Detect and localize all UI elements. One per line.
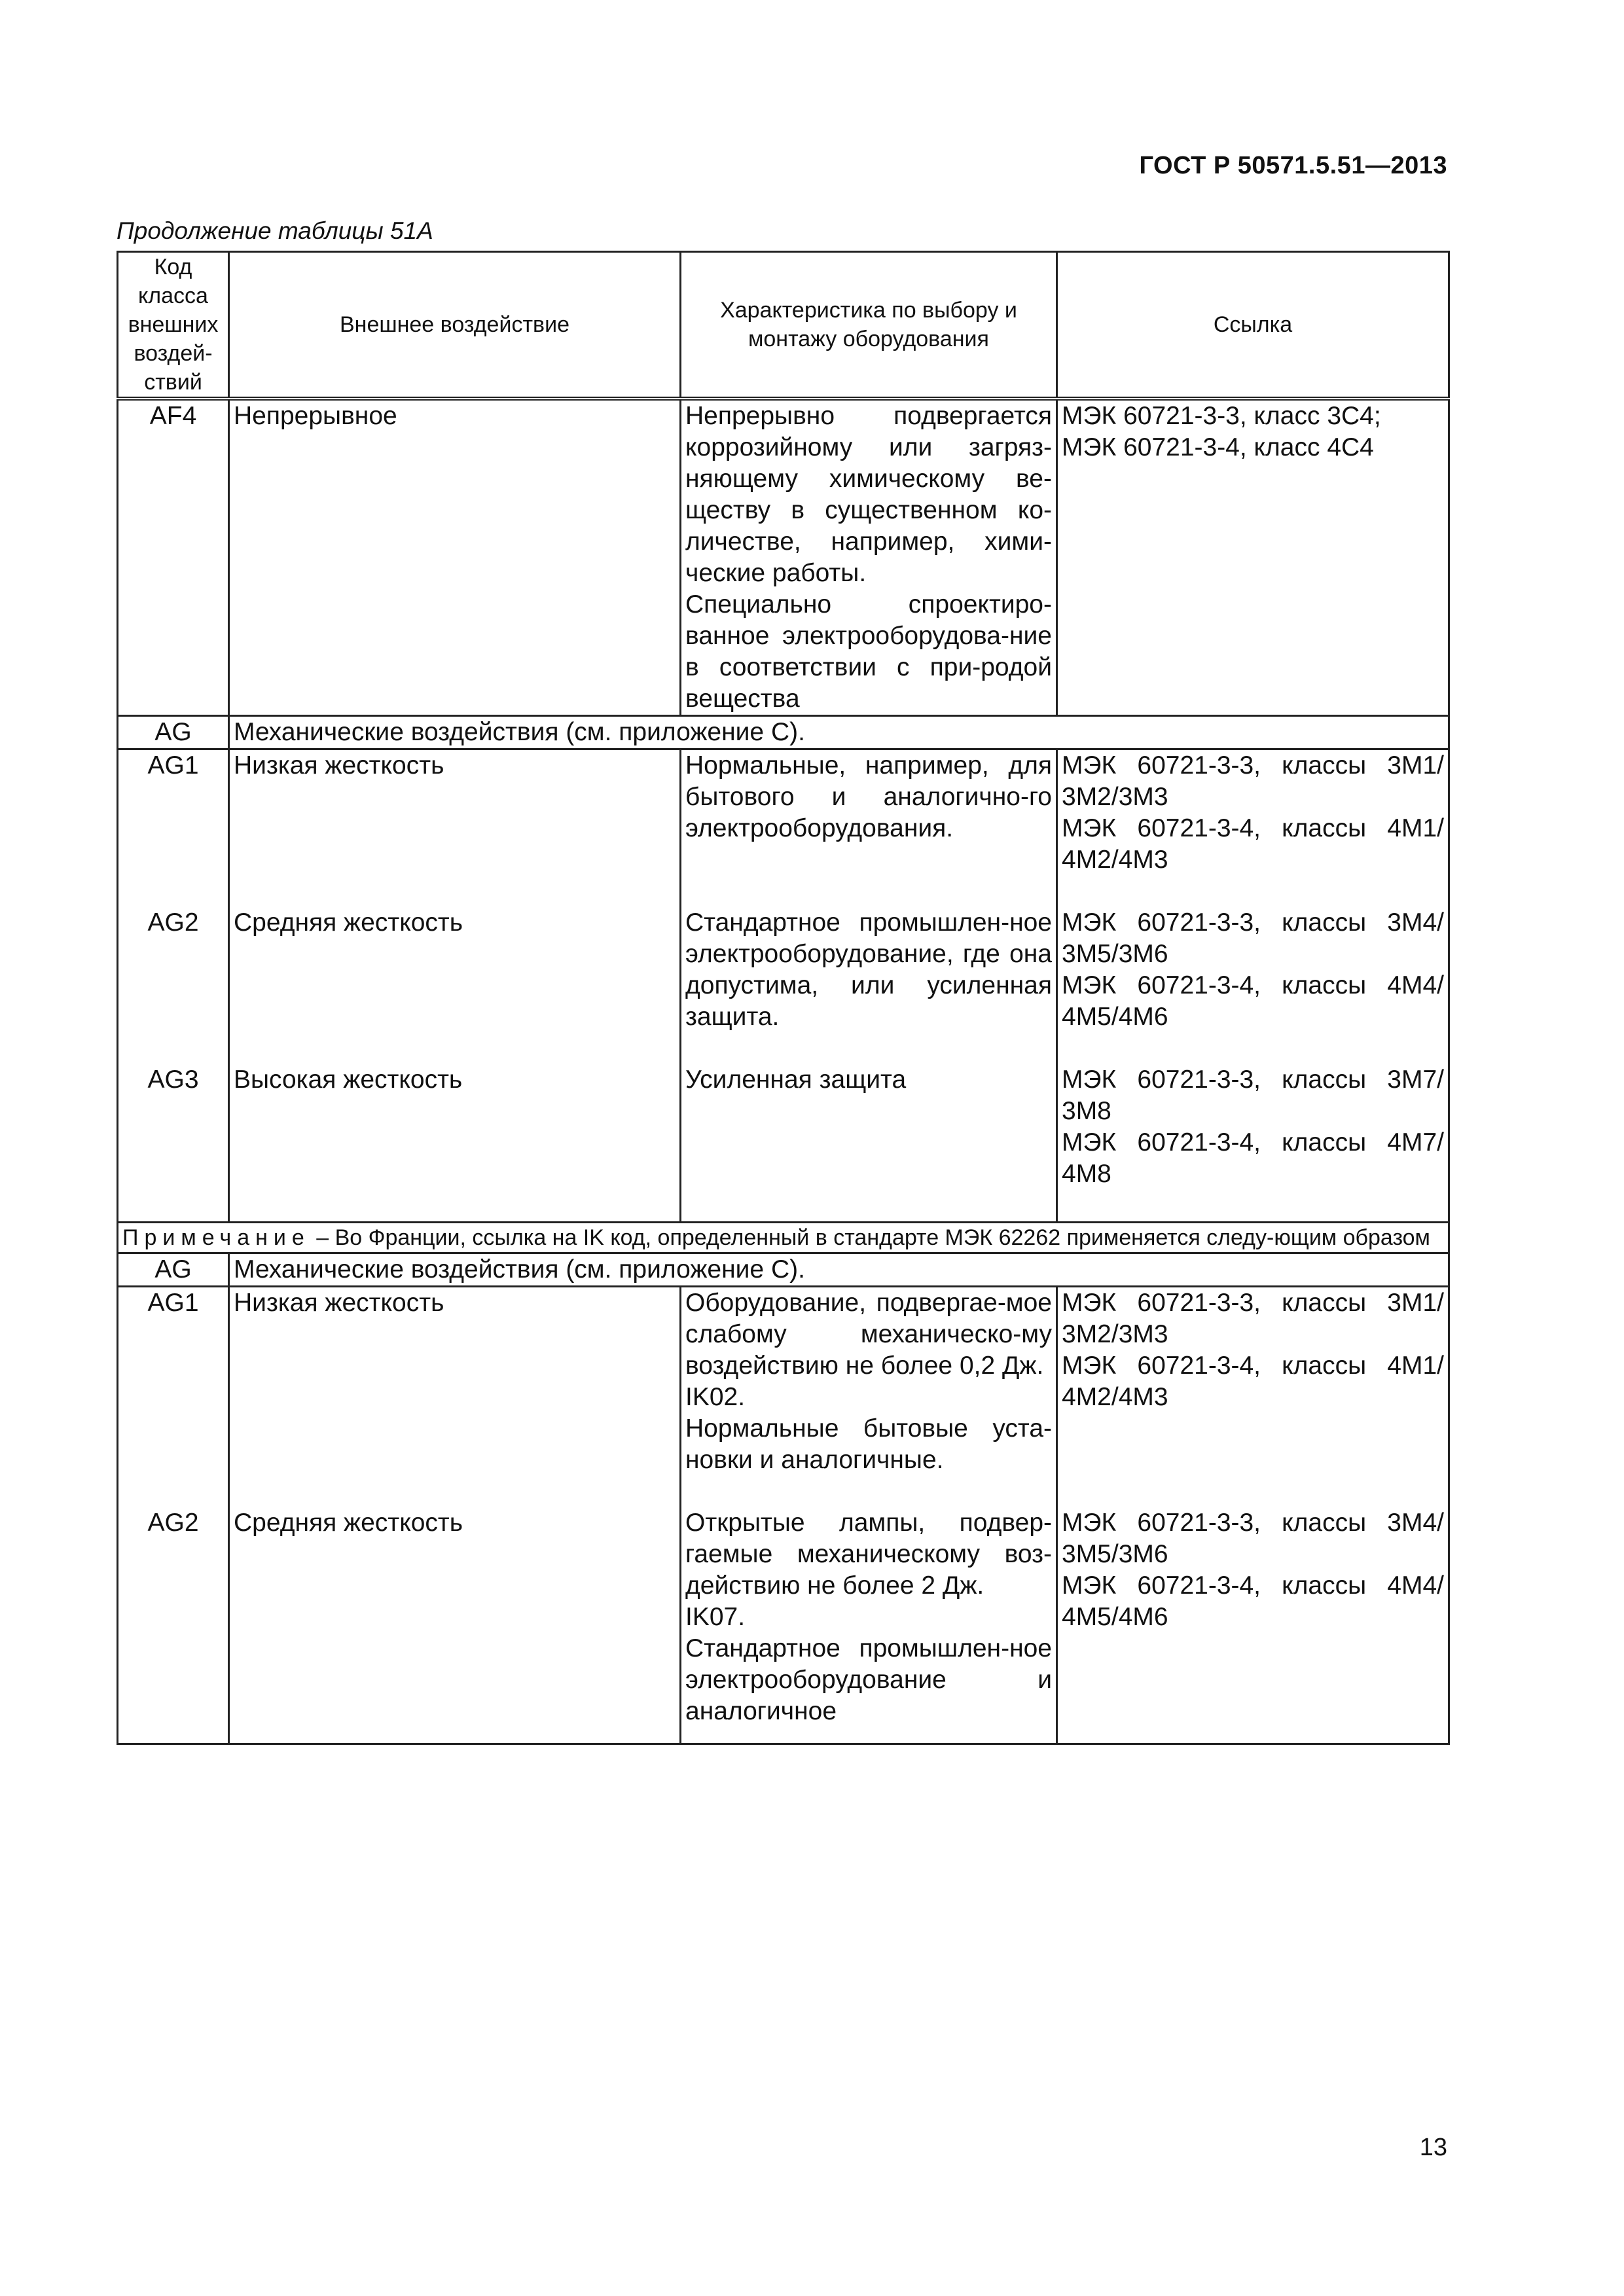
- reference-text: МЭК 60721-3-3, классы 3М4/ 3М5/3М6: [1062, 1509, 1444, 1568]
- table-row: [118, 1064, 1449, 1223]
- row-characteristics: [681, 1507, 1057, 1744]
- characteristics-text: Открытые лампы, подвер-гаемые механическому воз-действию не более 2 Дж.: [685, 1509, 1052, 1600]
- reference-text: МЭК 60721-3-4, классы 4М1/ 4М2/4М3: [1062, 1352, 1444, 1411]
- row-characteristics: [681, 907, 1057, 1064]
- row-code: AG2: [118, 1507, 229, 1744]
- row-influence: Непрерывное: [229, 399, 681, 716]
- row-group-title: Механические воздействия (см. приложение С).: [229, 716, 1449, 749]
- row-characteristics: [681, 749, 1057, 908]
- row-characteristics: [681, 399, 1057, 716]
- reference-text: МЭК 60721-3-3, классы 3М7/ 3М8: [1062, 1066, 1444, 1125]
- reference-text: МЭК 60721-3-3, класс 3С4;: [1062, 402, 1381, 430]
- table-row: [118, 907, 1449, 1064]
- characteristics-text: IK07.: [685, 1603, 746, 1631]
- row-code: AG3: [118, 1064, 229, 1223]
- table-row: [118, 716, 1449, 749]
- note-text: – Во Франции, ссылка на IK код, определенный в стандарте МЭК 62262 применяется следу-ющим образом: [310, 1225, 1430, 1250]
- table-row: [118, 1223, 1449, 1253]
- row-influence: Низкая жесткость: [229, 1287, 681, 1508]
- document-header: ГОСТ Р 50571.5.51—2013: [1139, 152, 1447, 179]
- column-header-reference: Ссылка: [1057, 252, 1449, 399]
- row-influence: Высокая жесткость: [229, 1064, 681, 1223]
- characteristics-text: IK02.: [685, 1383, 746, 1411]
- column-header-characteristics: Характеристика по выбору и монтажу оборудования: [681, 252, 1057, 399]
- reference-text: МЭК 60721-3-3, классы 3М1/ 3М2/3М3: [1062, 751, 1444, 811]
- reference-text: МЭК 60721-3-4, классы 4М4/ 4М5/4М6: [1062, 971, 1444, 1031]
- table-row: [118, 749, 1449, 908]
- row-influence: Средняя жесткость: [229, 1507, 681, 1744]
- reference-text: МЭК 60721-3-3, классы 3М1/ 3М2/3М3: [1062, 1289, 1444, 1348]
- table-note: [118, 1223, 1449, 1253]
- note-label: Примечание: [122, 1225, 310, 1250]
- table-row: [118, 1507, 1449, 1744]
- row-characteristics: [681, 1287, 1057, 1508]
- table-row: [118, 1287, 1449, 1508]
- characteristics-text: Непрерывно подвергается коррозийному или загряз-няющему химическому ве-ществу в существенном ко-личестве, например, хими-ческие работы.: [685, 402, 1052, 587]
- characteristics-text: Стандартное промышлен-ное электрооборудование и аналогичное: [685, 1634, 1052, 1725]
- row-code: AG1: [118, 1287, 229, 1508]
- row-code: AG: [118, 1253, 229, 1287]
- table-row: [118, 399, 1449, 716]
- row-code: AG: [118, 716, 229, 749]
- row-reference: [1057, 1507, 1449, 1744]
- row-influence: Низкая жесткость: [229, 749, 681, 908]
- column-header-code: Код класса внешних воздей-ствий: [118, 252, 229, 399]
- characteristics-text: Нормальные, например, для бытового и аналогично-го электрооборудования.: [685, 751, 1052, 842]
- reference-text: МЭК 60721-3-4, класс 4С4: [1062, 433, 1374, 461]
- row-reference: [1057, 749, 1449, 908]
- characteristics-text: Усиленная защита: [685, 1066, 907, 1094]
- table-row: [118, 1253, 1449, 1287]
- reference-text: МЭК 60721-3-4, классы 4М1/ 4М2/4М3: [1062, 814, 1444, 874]
- row-code: AG1: [118, 749, 229, 908]
- table-caption: Продолжение таблицы 51А: [117, 217, 433, 244]
- row-reference: [1057, 1064, 1449, 1223]
- table-header-row: [118, 252, 1449, 399]
- row-code: AG2: [118, 907, 229, 1064]
- characteristics-text: Оборудование, подвергае-мое слабому механическо-му воздействию не более 0,2 Дж.: [685, 1289, 1052, 1380]
- reference-text: МЭК 60721-3-3, классы 3М4/ 3М5/3М6: [1062, 908, 1444, 968]
- column-header-influence: Внешнее воздействие: [229, 252, 681, 399]
- characteristics-text: Нормальные бытовые уста-новки и аналогичные.: [685, 1414, 1052, 1474]
- page-number: 13: [1419, 2134, 1447, 2161]
- row-characteristics: [681, 1064, 1057, 1223]
- row-influence: Средняя жесткость: [229, 907, 681, 1064]
- characteristics-text: Стандартное промышлен-ное электрооборудование, где она допустима, или усиленная защита.: [685, 908, 1052, 1031]
- row-reference: [1057, 399, 1449, 716]
- row-group-title: Механические воздействия (см. приложение С).: [229, 1253, 1449, 1287]
- requirements-table: [117, 251, 1450, 1745]
- row-reference: [1057, 1287, 1449, 1508]
- row-code: AF4: [118, 399, 229, 716]
- row-reference: [1057, 907, 1449, 1064]
- characteristics-text: Специально спроектиро-ванное электрооборудова-ние в соответствии с при-родой вещества: [685, 590, 1052, 713]
- reference-text: МЭК 60721-3-4, классы 4М7/ 4М8: [1062, 1128, 1444, 1188]
- reference-text: МЭК 60721-3-4, классы 4М4/ 4М5/4М6: [1062, 1571, 1444, 1631]
